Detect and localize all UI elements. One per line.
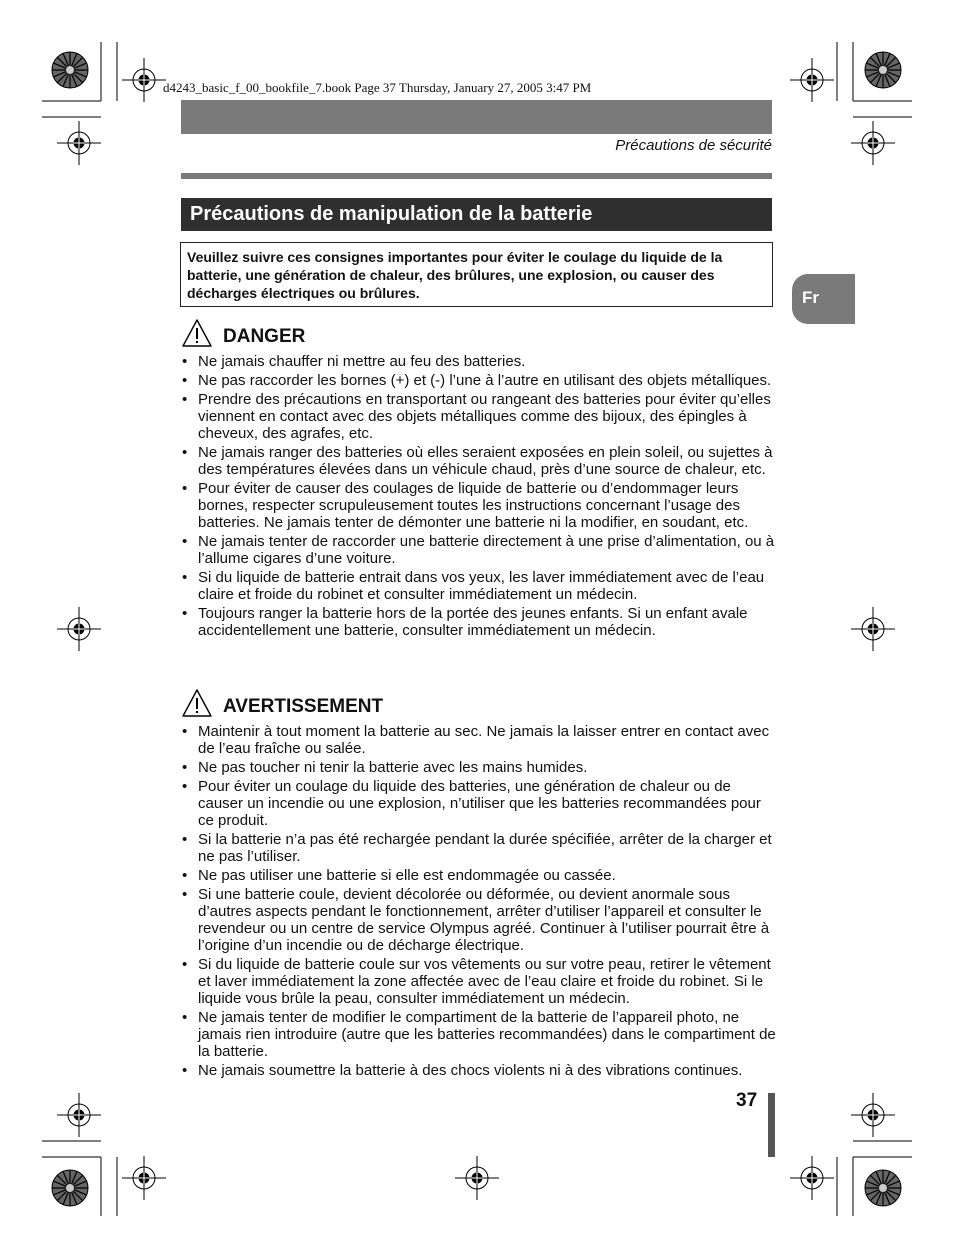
page-marker-bar [768,1093,775,1157]
danger-list-item: • Si du liquide de batterie entrait dans vos yeux, les laver immédiatement avec de l’eau claire et froide du robinet et consulter immédiatement un médecin. [181,569,776,603]
danger-list-item: • Toujours ranger la batterie hors de la portée des jeunes enfants. Si un enfant avale accidentellement une batterie, consulter immédiatement un médecin. [181,605,776,639]
header-bar [181,100,772,134]
section-title: Précautions de manipulation de la batterie [181,198,772,231]
danger-heading [181,318,305,348]
notice-box: Veuillez suivre ces consignes importantes pour éviter le coulage du liquide de la batterie, une génération de chaleur, des brûlures, une explosion, ou causer des décharges électriques ou brûlures. [180,242,773,307]
warning-list-item: • Si la batterie n’a pas été rechargée pendant la durée spécifiée, arrêter de la charger et ne pas l’utiliser. [181,831,776,865]
warning-heading [181,688,383,718]
warning-list-item: • Ne pas toucher ni tenir la batterie avec les mains humides. [181,759,776,776]
danger-list [181,353,776,641]
danger-list-item: • Ne jamais tenter de raccorder une batterie directement à une prise d’alimentation, ou à l’allume cigares d’une voiture. [181,533,776,567]
print-info: d4243_basic_f_00_bookfile_7.book Page 37 Thursday, January 27, 2005 3:47 PM [163,80,592,95]
language-tab: Fr [792,274,855,324]
danger-list-item: • Pour éviter de causer des coulages de liquide de batterie ou d’endommager leurs bornes, respecter scrupuleusement toutes les instructions concernant l’usage des batteries. Ne jamais tenter de démonter une batterie ni la modifier, en soudant, etc. [181,480,776,531]
warning-list-item: • Ne jamais tenter de modifier le compartiment de la batterie de l’appareil photo, ne jamais rien introduire (autre que les batteries recommandées) dans le compartiment de la batterie. [181,1009,776,1060]
danger-list-item: • Ne pas raccorder les bornes (+) et (-) l’une à l’autre en utilisant des objets métalliques. [181,372,776,389]
warning-list [181,723,776,1081]
danger-list-item: • Ne jamais ranger des batteries où elles seraient exposées en plein soleil, ou sujettes à des températures élevées dans un véhicule chaud, près d’une source de chaleur, etc. [181,444,776,478]
page-number: 37 [736,1090,758,1111]
warning-heading-label: AVERTISSEMENT [223,696,384,717]
section-rule [181,173,772,179]
warning-list-item: • Ne jamais soumettre la batterie à des chocs violents ni à des vibrations continues. [181,1062,776,1079]
warning-list-item: • Ne pas utiliser une batterie si elle est endommagée ou cassée. [181,867,776,884]
warning-triangle-icon [181,318,213,348]
warning-list-item: • Maintenir à tout moment la batterie au sec. Ne jamais la laisser entrer en contact avec de l’eau fraîche ou salée. [181,723,776,757]
running-title: Précautions de sécurité [615,137,772,154]
warning-triangle-icon [181,688,213,718]
warning-list-item: • Pour éviter un coulage du liquide des batteries, une génération de chaleur ou de causer un incendie ou une explosion, n’utiliser que les batteries recommandées pour ce produit. [181,778,776,829]
warning-list-item: • Si une batterie coule, devient décolorée ou déformée, ou devient anormale sous d’autres aspects pendant le fonctionnement, arrêter d’utiliser l’appareil et consulter le revendeur ou un centre de service Olympus agréé. Continuer à l’utiliser pourrait être à l’origine d’un incendie ou de décharge électrique. [181,886,776,954]
danger-list-item: • Prendre des précautions en transportant ou rangeant des batteries pour éviter qu’elles viennent en contact avec des objets métalliques comme des bijoux, des épingles à cheveux, des agrafes, etc. [181,391,776,442]
warning-list-item: • Si du liquide de batterie coule sur vos vêtements ou sur votre peau, retirer le vêtement et laver immédiatement la zone affectée avec de l’eau claire et froide du robinet. Si le liquide vous brûle la peau, consulter immédiatement un médecin. [181,956,776,1007]
danger-heading-label: DANGER [223,326,306,347]
danger-list-item: • Ne jamais chauffer ni mettre au feu des batteries. [181,353,776,370]
